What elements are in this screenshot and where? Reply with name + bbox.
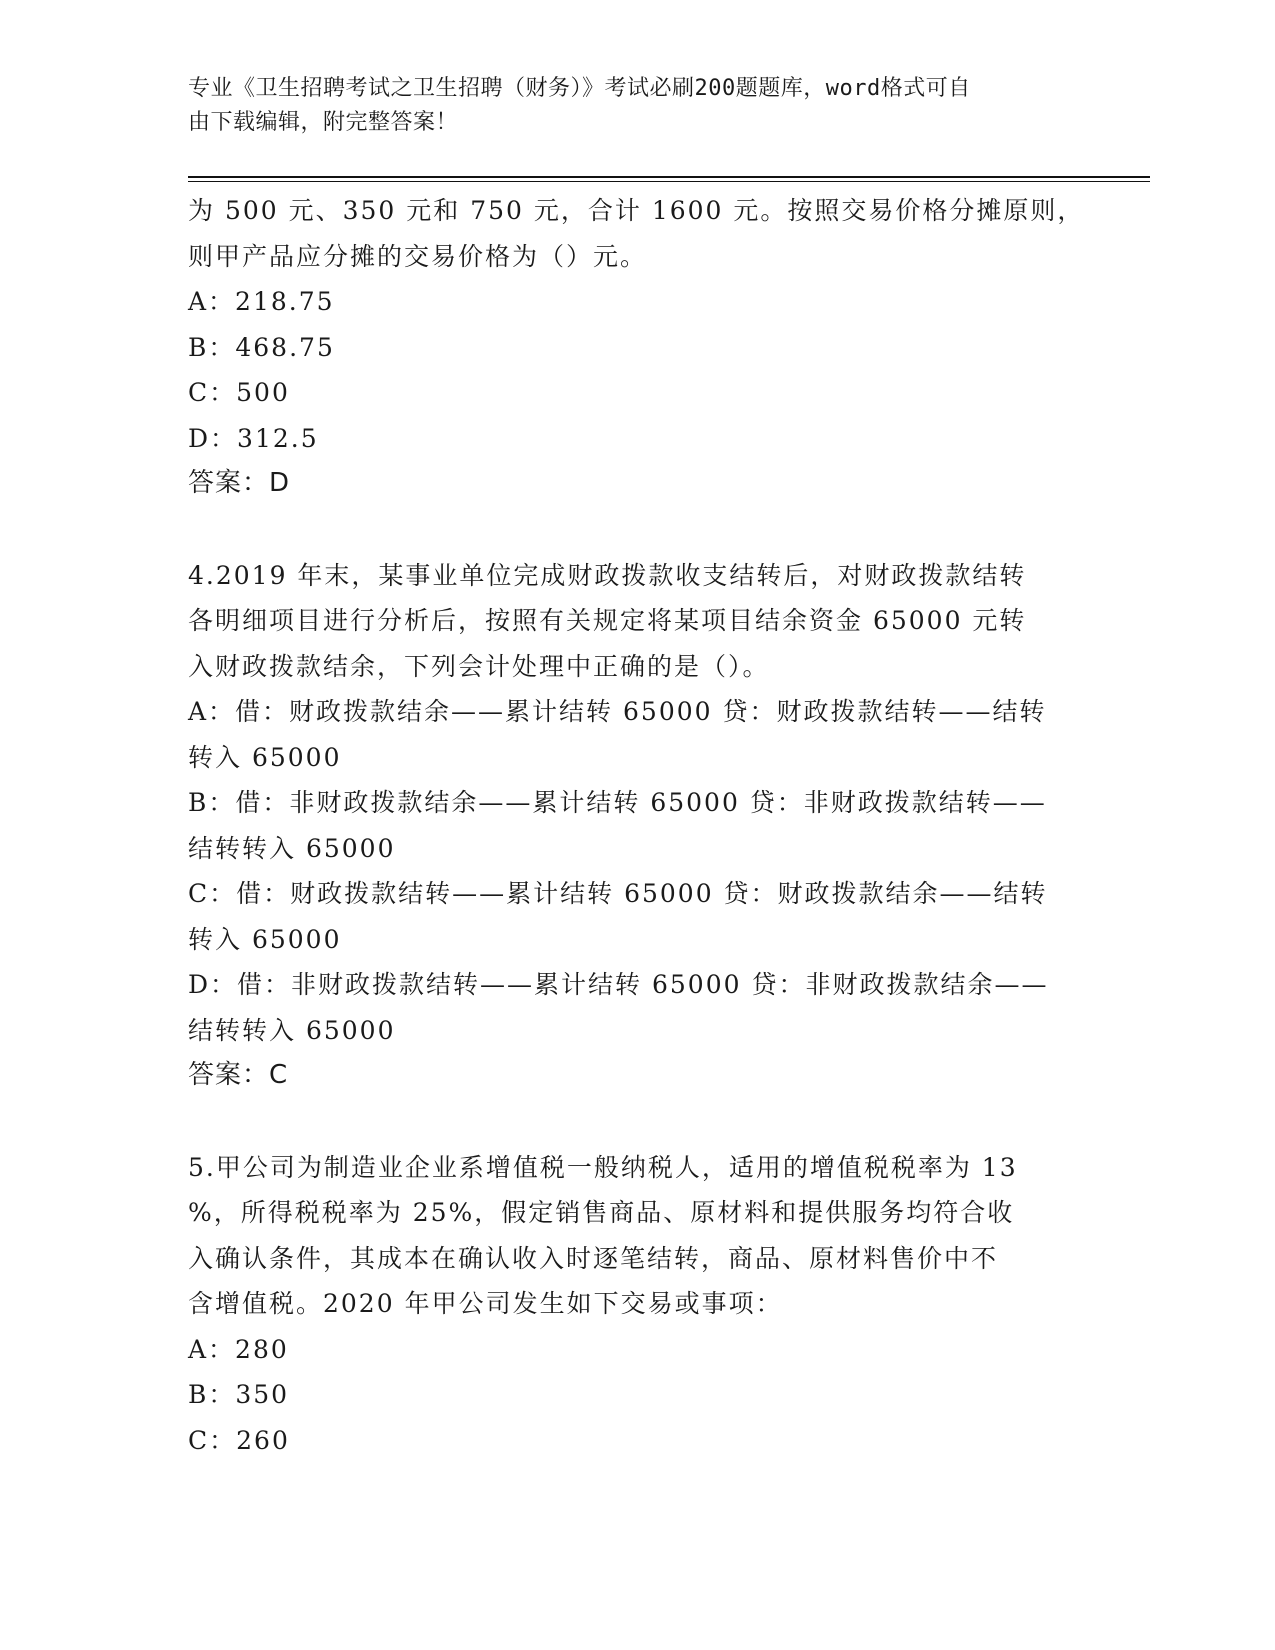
question-stem-line: 各明细项目进行分析后，按照有关规定将某项目结余资金 65000 元转 <box>188 606 1027 635</box>
question-stem-line: 入财政拨款结余，下列会计处理中正确的是（）。 <box>188 651 770 681</box>
document-body <box>188 188 1088 1463</box>
answer-label: 答案：C <box>188 1060 289 1090</box>
question-5 <box>188 1145 1088 1464</box>
spacer <box>188 1099 1088 1145</box>
option-a: A：218.75 <box>188 287 335 316</box>
header-title-line-1: 专业《卫生招聘考试之卫生招聘（财务）》考试必刷200题题库，word格式可自 <box>188 76 971 101</box>
option-a-cont: 转入 65000 <box>188 742 342 772</box>
option-c: C：260 <box>188 1425 290 1455</box>
header-title-line-2: 由下载编辑，附完整答案！ <box>188 110 459 135</box>
option-d: D：借：非财政拨款结转——累计结转 65000 贷：非财政拨款结余—— <box>188 970 1049 999</box>
option-c-cont: 转入 65000 <box>188 924 342 954</box>
question-stem-line: %，所得税税率为 25%，假定销售商品、原材料和提供服务均符合收 <box>188 1198 1015 1227</box>
question-stem-line: 则甲产品应分摊的交易价格为（）元。 <box>188 241 648 271</box>
option-b: B：468.75 <box>188 332 335 362</box>
question-stem-line: 含增值税。2020 年甲公司发生如下交易或事项： <box>188 1289 783 1318</box>
option-a: A：借：财政拨款结余——累计结转 65000 贷：财政拨款结转——结转 <box>188 697 1047 726</box>
question-stem-line: 为 500 元、350 元和 750 元，合计 1600 元。按照交易价格分摊原则， <box>188 196 1085 225</box>
question-stem-line: 5.甲公司为制造业企业系增值税一般纳税人，适用的增值税税率为 13 <box>188 1152 1018 1182</box>
answer-label: 答案：D <box>188 468 291 498</box>
option-b: B：350 <box>188 1380 290 1409</box>
question-4 <box>188 553 1088 1099</box>
option-d-cont: 结转转入 65000 <box>188 1015 396 1045</box>
header-divider-thin <box>188 181 1150 182</box>
spacer <box>188 507 1088 553</box>
option-c: C：500 <box>188 378 290 407</box>
header-divider-thick <box>188 176 1150 178</box>
question-stem-line: 4.2019 年末，某事业单位完成财政拨款收支结转后，对财政拨款结转 <box>188 560 1027 590</box>
option-b-cont: 结转转入 65000 <box>188 833 396 863</box>
option-a: A：280 <box>188 1334 289 1364</box>
question-stem-line: 入确认条件，其成本在确认收入时逐笔结转，商品、原材料售价中不 <box>188 1243 999 1273</box>
page-header <box>188 72 1068 140</box>
option-b: B：借：非财政拨款结余——累计结转 65000 贷：非财政拨款结转—— <box>188 788 1047 817</box>
option-d: D：312.5 <box>188 423 319 453</box>
question-3 <box>188 188 1088 507</box>
option-c: C：借：财政拨款结转——累计结转 65000 贷：财政拨款结余——结转 <box>188 879 1048 908</box>
